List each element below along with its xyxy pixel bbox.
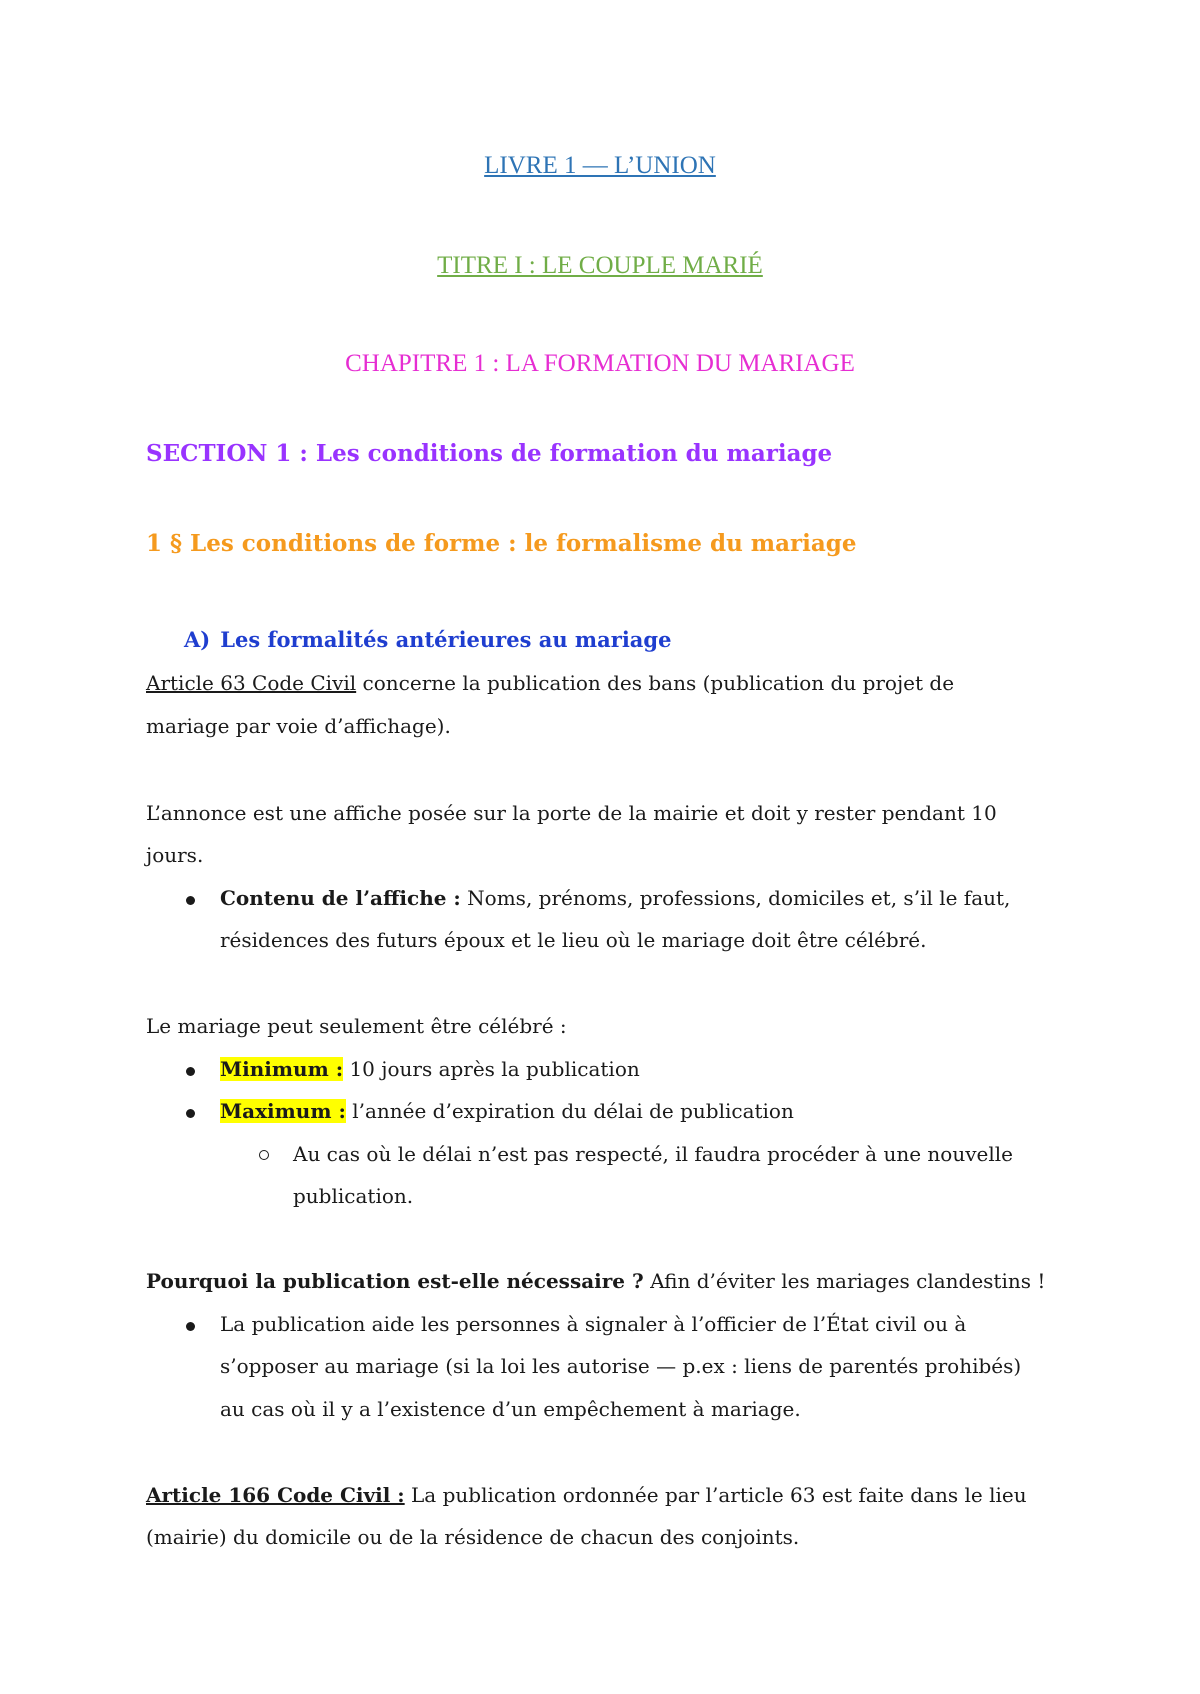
bullet-icon [186, 1322, 195, 1331]
minimum-line [220, 1048, 1070, 1091]
article-63-line-1 [146, 662, 1066, 707]
article-166-ref: Article 166 Code Civil : [146, 1483, 405, 1507]
annonce-line-2: jours. [146, 843, 204, 867]
maximum-line [220, 1090, 1070, 1133]
subsection-a-title: Les formalités antérieures au mariage [220, 627, 672, 652]
pourquoi-question: Pourquoi la publication est-elle nécessaire ? [146, 1269, 644, 1293]
sub-bullet-icon [259, 1150, 269, 1160]
article-166-text: La publication ordonnée par l’article 63 est faite dans le lieu [404, 1483, 1027, 1507]
pourquoi-answer: Afin d’éviter les mariages clandestins ! [643, 1269, 1046, 1293]
bullet-icon [186, 896, 195, 905]
sub-bullet-line-2: publication. [293, 1184, 414, 1208]
article-63-ref: Article 63 Code Civil [146, 671, 357, 695]
titre-heading: TITRE I : LE COUPLE MARIÉ [437, 252, 763, 279]
annonce-line-1: L’annonce est une affiche posée sur la porte de la mairie et doit y rester pendant 10 [146, 801, 997, 825]
celebre-intro: Le mariage peut seulement être célébré : [146, 1014, 567, 1038]
sub-bullet-line-1: Au cas où le délai n’est pas respecté, il faudra procéder à une nouvelle [293, 1142, 1013, 1166]
article-63-line-2: mariage par voie d’affichage). [146, 714, 451, 738]
livre-heading: LIVRE 1 — L’UNION [484, 152, 716, 179]
contenu-label: Contenu de l’affiche : [220, 886, 461, 910]
bullet-icon [186, 1109, 195, 1118]
chapitre-heading: CHAPITRE 1 : LA FORMATION DU MARIAGE [345, 350, 855, 377]
contenu-text: Noms, prénoms, professions, domiciles et, s’il le faut, [460, 886, 1011, 910]
pourquoi-line [146, 1260, 1066, 1303]
minimum-text: 10 jours après la publication [343, 1057, 640, 1081]
bullet-icon [186, 1067, 195, 1076]
section-heading: SECTION 1 : Les conditions de formation du mariage [146, 440, 833, 467]
subsection-a-heading [184, 624, 671, 656]
contenu-line-2: résidences des futurs époux et le lieu où le mariage doit être célébré. [220, 928, 927, 952]
contenu-line-1 [220, 877, 1070, 920]
paragraph-heading: 1 § Les conditions de forme : le formalisme du mariage [146, 530, 857, 557]
article-166-line-1 [146, 1474, 1066, 1517]
maximum-text: l’année d’expiration du délai de publication [345, 1099, 794, 1123]
pourquoi-bullet-line-3: au cas où il y a l’existence d’un empêchement à mariage. [220, 1397, 801, 1421]
subsection-a-letter: A) [184, 627, 211, 652]
pourquoi-bullet-line-2: s’opposer au mariage (si la loi les autorise — p.ex : liens de parentés prohibés) [220, 1354, 1022, 1378]
maximum-label: Maximum : [220, 1099, 346, 1123]
pourquoi-bullet-line-1: La publication aide les personnes à signaler à l’officier de l’État civil ou à [220, 1312, 967, 1336]
article-166-line-2: (mairie) du domicile ou de la résidence de chacun des conjoints. [146, 1525, 800, 1549]
minimum-label: Minimum : [220, 1057, 344, 1081]
article-63-text: concerne la publication des bans (publication du projet de [362, 671, 955, 695]
